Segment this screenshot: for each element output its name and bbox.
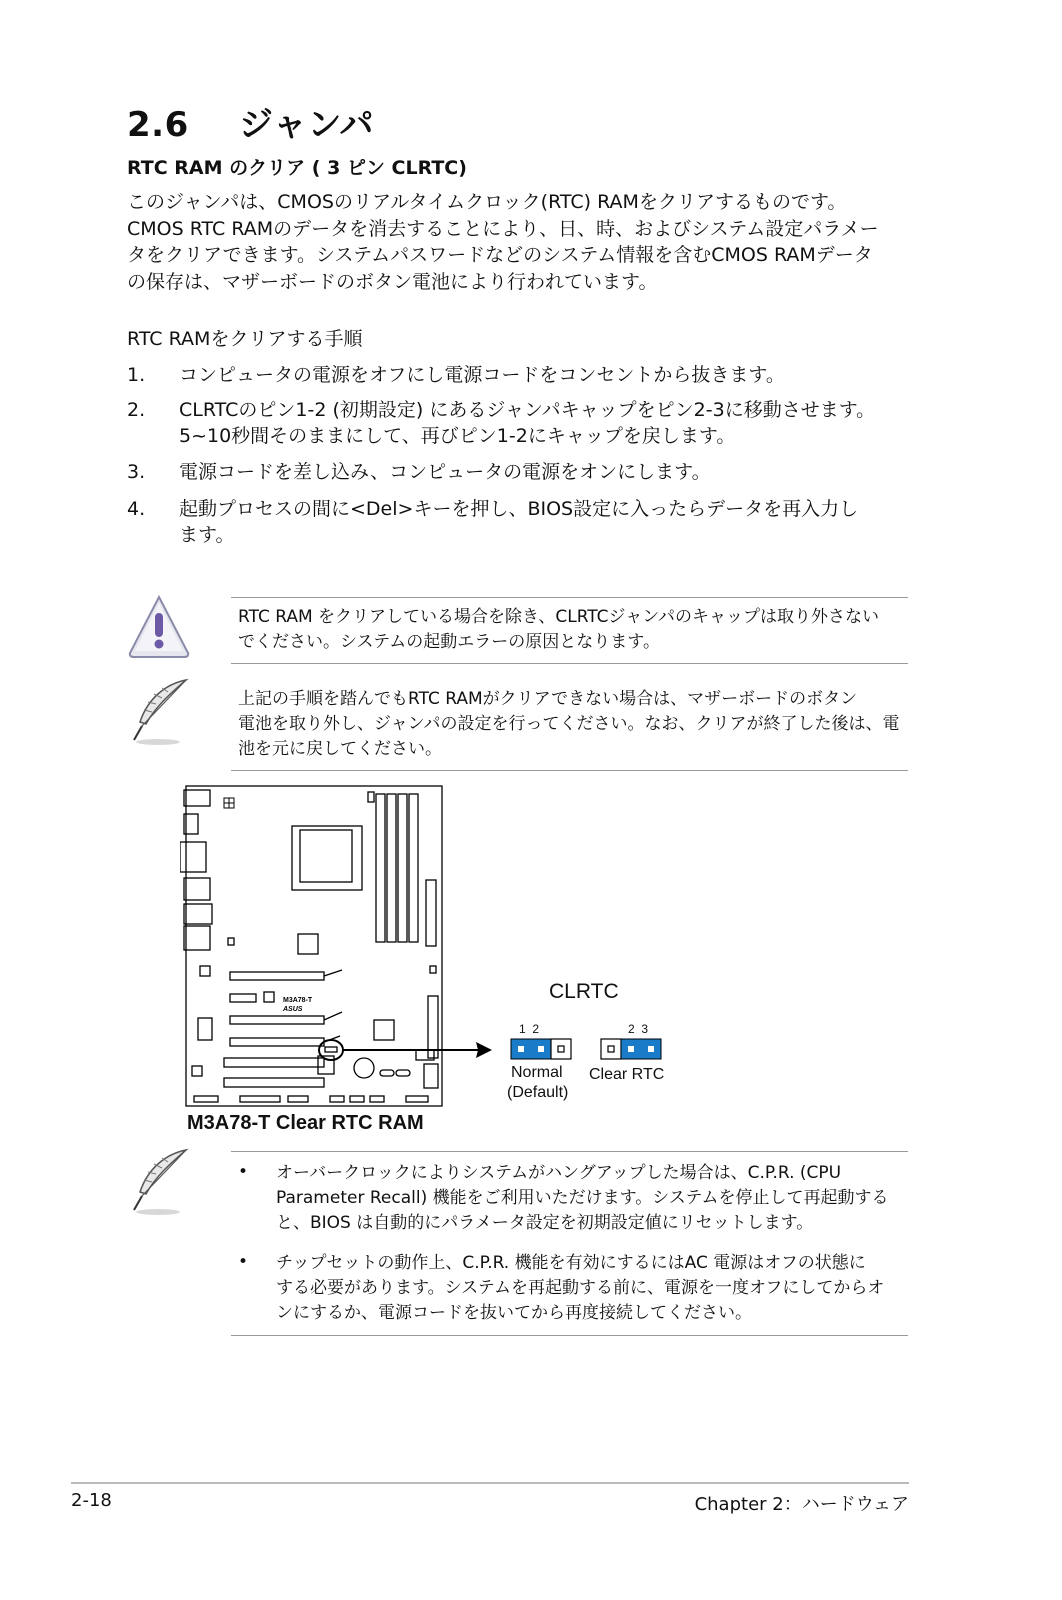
bullet-mark: •	[238, 1252, 249, 1272]
step-text: 5~10秒間そのままにして、再びピン1-2にキャップを戻します。	[179, 425, 736, 447]
clear-rtc-label: Clear RTC	[589, 1066, 665, 1083]
intro-line: CMOS RTC RAMのデータを消去することにより、日、時、およびシステム設定パラメー	[127, 217, 879, 240]
warning-icon	[126, 593, 192, 661]
section-heading	[127, 97, 374, 146]
intro-line: このジャンパは、CMOSのリアルタイムクロック(RTC) RAMをクリアするものです。	[127, 191, 847, 213]
feather-pen-icon	[126, 676, 196, 746]
board-model-label: M3A78-T	[283, 997, 313, 1004]
note-text: 上記の手順を踏んでもRTC RAMがクリアできない場合は、マザーボードのボタン	[238, 689, 858, 709]
bullet-text: と、BIOS は自動的にパラメータ設定を初期設定値にリセットします。	[276, 1213, 814, 1233]
divider	[231, 597, 908, 598]
step-text: CLRTCのピン1-2 (初期設定) にあるジャンパキャップをピン2-3に移動させます。	[179, 399, 876, 421]
step-number: 2.	[127, 399, 146, 421]
diagram-caption: M3A78-T Clear RTC RAM	[187, 1112, 424, 1134]
divider	[231, 1335, 908, 1336]
divider	[231, 770, 908, 771]
bullet-mark: •	[238, 1162, 249, 1182]
section-title: ジャンパ	[239, 105, 374, 145]
bullet-text: Parameter Recall) 機能をご利用いただけます。システムを停止して再起動する	[276, 1188, 889, 1208]
intro-line: タをクリアできます。システムパスワードなどのシステム情報を含むCMOS RAMデータ	[127, 244, 873, 266]
note-text: 電池を取り外し、ジャンパの設定を行ってください。なお、クリアが終了した後は、電	[238, 714, 900, 734]
feather-pen-icon	[126, 1146, 196, 1216]
divider	[231, 663, 908, 664]
step-text: 電源コードを差し込み、コンピュータの電源をオンにします。	[179, 461, 711, 483]
jumper-title: CLRTC	[549, 980, 619, 1003]
board-brand-label: ASUS	[283, 1006, 303, 1013]
normal-default-label: (Default)	[507, 1084, 569, 1101]
intro-line: の保存は、マザーボードのボタン電池により行われています。	[127, 270, 658, 293]
subheading: RTC RAM のクリア ( 3 ピン CLRTC)	[127, 157, 467, 179]
arrow-icon	[476, 1042, 492, 1058]
bullet-text: ンにするか、電源コードを抜いてから再度接続してください。	[276, 1303, 752, 1323]
intro-paragraph	[127, 189, 917, 295]
bullet-text: する必要があります。システムを再起動する前に、電源を一度オフにしてからオ	[276, 1278, 885, 1298]
chapter-label: Chapter 2：ハードウェア	[694, 1494, 909, 1515]
warning-text: でください。システムの起動エラーの原因となります。	[238, 632, 660, 652]
footer-rule	[71, 1482, 909, 1484]
procedure-title: RTC RAMをクリアする手順	[127, 328, 363, 350]
step-number: 3.	[127, 461, 146, 483]
step-number: 4.	[127, 498, 146, 520]
divider	[231, 1151, 908, 1152]
warning-text: RTC RAM をクリアしている場合を除き、CLRTCジャンパのキャップは取り外さない	[238, 607, 880, 627]
note-text: 池を元に戻してください。	[238, 739, 442, 759]
bullet-text: オーバークロックによりシステムがハングアップした場合は、C.P.R. (CPU	[276, 1163, 842, 1183]
jumper-clear	[600, 1038, 664, 1060]
step-text: ます。	[179, 524, 235, 546]
normal-pin-numbers: 1 2	[519, 1022, 540, 1036]
clear-pin-numbers: 2 3	[628, 1022, 649, 1036]
normal-label: Normal	[511, 1064, 563, 1081]
section-number: 2.6	[127, 105, 189, 145]
bullet-text: チップセットの動作上、C.P.R. 機能を有効にするにはAC 電源はオフの状態に	[276, 1253, 866, 1273]
step-text: 起動プロセスの間に<Del>キーを押し、BIOS設定に入ったらデータを再入力し	[179, 498, 859, 520]
page-number: 2-18	[71, 1490, 112, 1511]
step-text: コンピュータの電源をオフにし電源コードをコンセントから抜きます。	[179, 364, 785, 386]
step-number: 1.	[127, 364, 146, 386]
jumper-normal	[510, 1038, 574, 1060]
